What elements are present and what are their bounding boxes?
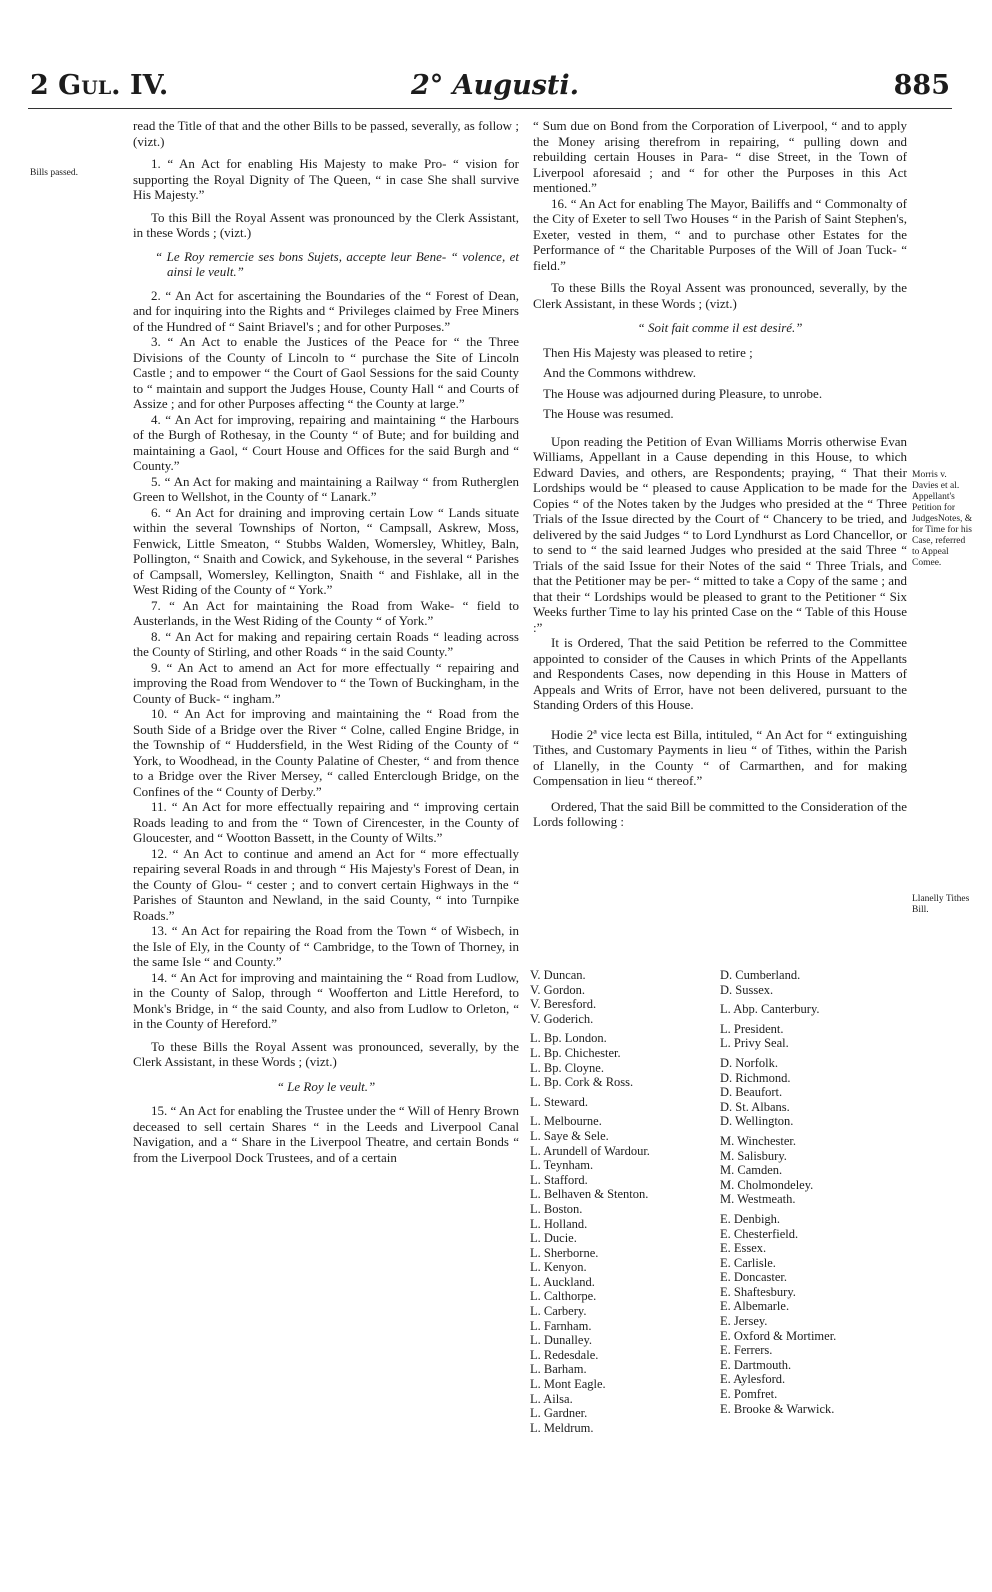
bill-14: 14. “ An Act for improving and maintaining the “ Road from Ludlow, in the County of Salop, through “ Woofferton and Little Hereford, to Monk's Bridge, in “ the said County, and also from Ludlow to Orleton, “ in the County of Hereford.” xyxy=(133,969,519,1031)
committal-order: Ordered, That the said Bill be committed to the Consideration of the Lords following : xyxy=(533,798,907,829)
lord-name: L. Auckland. xyxy=(530,1274,595,1289)
lord-name: L. Ailsa. xyxy=(530,1391,573,1406)
lord-name: L. Meldrum. xyxy=(530,1420,594,1435)
lord-name: L. Boston. xyxy=(530,1201,583,1216)
paragraph: To these Bills the Royal Assent was pronounced, severally, by the Clerk Assistant, in these Words ; (vizt.) xyxy=(133,1038,519,1069)
lord-name: L. Redesdale. xyxy=(530,1347,599,1362)
bill-9: 9. “ An Act to amend an Act for more effectually “ repairing and improving the Road from Wendover to “ the Town of Buckingham, in the County of Buck- “ ingham.” xyxy=(133,659,519,706)
lord-name: E. Albemarle. xyxy=(720,1299,790,1314)
lord-name: L. Arundell of Wardour. xyxy=(530,1143,650,1158)
lord-name: L. Teynham. xyxy=(530,1158,594,1173)
lord-name: E. Denbigh. xyxy=(720,1211,781,1226)
lord-name: E. Chesterfield. xyxy=(720,1226,799,1241)
paragraph: And the Commons withdrew. xyxy=(543,365,696,380)
bill-11: 11. “ An Act for more effectually repairing and “ improving certain Roads leading to and from the “ Town of Cirencester, in the County of Gloucester, and “ Wootton Bassett, in the County of Wilts.” xyxy=(133,799,519,845)
morris-petition: Upon reading the Petition of Evan Williams Morris otherwise Evan Williams, Appellant in a Cause depending in this House, to which Edward Davies, and others, are Respondents; praying, “ That their Lordships would be “ pleased to cause Application to be made for the Copies “ of the Notes taken by the Judges who presided at the “ Three Trials of the Issue directed by the Court of “ Chancery to be tried, and delivered by the said Judges “ to Lord Lyndhurst as Lord Chancellor, or to send to “ the said learned Judges who presided at the said Three “ Trials of the said Issue for their Notes of the said “ Three Trials, and that the Petitioner may be per- “ mitted to take a Copy of the same ; and that their “ Lordships would be pleased to grant to the Petitioner “ Six Weeks further Time to lay his printed Case on the “ Table of this House :” xyxy=(533,433,907,635)
bill-2: 2. “ An Act for ascertaining the Boundaries of the “ Forest of Dean, and for inquiring into the Rights and “ Privileges claimed by Free Miners of the Hundred of “ Saint Briavel's ; and for other Purposes.” xyxy=(133,287,519,334)
bill-10: 10. “ An Act for improving and maintaining the “ Road from the South Side of a Bridge over the River “ Colne, called Engine Bridge, in the Township of “ Huddersfield, in the West Riding of the County of “ York, to Woodhead, in the County Palatine of Chester, “ and from thence to a Bridge over the River Mersey, “ called Enterclough Bridge, on the Confines of the “ County of Derby.” xyxy=(133,706,519,799)
lord-name: L. Farnham. xyxy=(530,1318,592,1333)
lord-name: E. Oxford & Mortimer. xyxy=(720,1328,837,1343)
left-column xyxy=(133,118,519,1165)
lord-name: E. Dartmouth. xyxy=(720,1357,792,1372)
lord-name: D. Beaufort. xyxy=(720,1085,783,1100)
right-column xyxy=(533,118,907,830)
lord-name: M. Salisbury. xyxy=(720,1148,787,1163)
lord-name: L. Bp. London. xyxy=(530,1031,607,1046)
royal-assent-formula: “ Le Roy le veult.” xyxy=(276,1078,376,1094)
lord-name: D. Norfolk. xyxy=(720,1055,778,1070)
paragraph: read the Title of that and the other Bills to be passed, severally, as follow ; (vizt.) xyxy=(133,118,519,149)
margin-note-bills-passed: Bills passed. xyxy=(30,168,79,178)
lord-name: E. Essex. xyxy=(720,1241,767,1256)
lord-name: L. Mont Eagle. xyxy=(530,1377,606,1392)
lord-name: L. Kenyon. xyxy=(530,1260,587,1275)
lord-name: E. Doncaster. xyxy=(720,1270,787,1285)
lord-name: L. Dunalley. xyxy=(530,1333,593,1348)
bill-12: 12. “ An Act to continue and amend an Act for “ more effectually repairing several Roads in and through “ His Majesty's Forest of Dean, in the County of Glou- “ cester ; and to convert certain Highways in the “ Parishes of Staunton and Newland, in the said County, “ into Turnpike Roads.” xyxy=(133,845,519,923)
paragraph: To this Bill the Royal Assent was pronounced by the Clerk Assistant, in these Words ; (vizt.) xyxy=(133,209,519,240)
royal-assent-formula: “ Le Roy remercie ses bons Sujets, accepte leur Bene- “ volence, et ainsi le veult.” xyxy=(155,248,519,279)
lord-name: L. Holland. xyxy=(530,1216,588,1231)
regnal-year-header: 2 Gul. IV. xyxy=(30,70,169,101)
lord-name: L. Calthorpe. xyxy=(530,1289,597,1304)
bill-5: 5. “ An Act for making and maintaining a Railway “ from Rutherglen Green to Wellshot, in the County of “ Lanark.” xyxy=(133,473,519,504)
margin-note-llanelly: Llanelly Tithes Bill. xyxy=(912,894,970,915)
bill-3: 3. “ An Act to enable the Justices of the Peace for “ the Three Divisions of the County of Lincoln to “ purchase the Site of Lincoln Castle ; and to empower “ the Court of Gaol Sessions for the said County to “ maintain and support the Judges House, County Hall “ and Courts of Assize ; and for other Purposes affecting “ the County at large.” xyxy=(133,334,519,411)
paragraph: Then His Majesty was pleased to retire ; xyxy=(543,344,753,360)
page-number: 885 xyxy=(893,70,950,101)
lord-name: V. Beresford. xyxy=(530,997,597,1012)
lord-name: V. Duncan. xyxy=(530,968,586,982)
paragraph: The House was resumed. xyxy=(543,406,674,421)
lord-name: L. Privy Seal. xyxy=(720,1036,789,1051)
lord-name: M. Camden. xyxy=(720,1163,783,1178)
bill-15-continued: “ Sum due on Bond from the Corporation of Liverpool, “ and to apply the Money arising therefrom in repairing, “ pulling down and rebuilding certain Houses in Para- “ dise Street, in the Town of Liverpool aforesaid ; and “ for other the Purposes in this Act mentioned.” xyxy=(533,118,907,195)
lord-name: L. Belhaven & Stenton. xyxy=(530,1187,649,1202)
lord-name: L. Bp. Cloyne. xyxy=(530,1060,604,1075)
lords-list-left xyxy=(530,968,715,1435)
paragraph: To these Bills the Royal Assent was pronounced, severally, by the Clerk Assistant, in these Words ; (vizt.) xyxy=(533,280,907,311)
lord-name: M. Westmeath. xyxy=(720,1192,796,1207)
lord-name: V. Goderich. xyxy=(530,1011,594,1026)
bill-4: 4. “ An Act for improving, repairing and maintaining “ the Harbours of the Burgh of Rothesay, in the County “ of Bute; and for building and maintaining a Gaol, “ Court House and Offices for the said Burgh and “ County.” xyxy=(133,411,519,473)
lord-name: E. Jersey. xyxy=(720,1314,768,1329)
paragraph: The House was adjourned during Pleasure, to unrobe. xyxy=(543,385,823,401)
lord-name: L. Bp. Chichester. xyxy=(530,1045,621,1060)
lord-name: L. Stafford. xyxy=(530,1172,588,1187)
order-paragraph: It is Ordered, That the said Petition be referred to the Committee appointed to consider of the Causes in which Prints of the Appellants and Respondents Cases, now depending in this House in Matters of Appeals and Writs of Error, have not been delivered, pursuant to the Standing Orders of this House. xyxy=(533,635,907,712)
lord-name: L. Melbourne. xyxy=(530,1114,602,1129)
lord-name: D. Sussex. xyxy=(720,982,774,997)
lord-name: L. Ducie. xyxy=(530,1231,577,1246)
margin-note-morris: Morris v. Davies et al. Appellant's Petition for JudgesNotes, & for Time for his Case, referred to Appeal Comee. xyxy=(912,470,973,568)
lord-name: E. Carlisle. xyxy=(720,1255,776,1270)
bill-15: 15. “ An Act for enabling the Trustee under the “ Will of Henry Brown deceased to sell certain Shares “ in the Leeds and Liverpool Canal Navigation, and a “ Share in the Liverpool Theatre, and certain Bonds “ from the Liverpool Dock Trustees, and of a certain xyxy=(133,1103,519,1165)
lord-name: M. Cholmondeley. xyxy=(720,1177,814,1192)
llanelly-bill: Hodie 2ª vice lecta est Billa, intituled, “ An Act for “ extinguishing Tithes, and Customary Payments in lieu “ of Tithes, within the Parish of Llanelly, in the County “ of Carmarthen, and for making Compensation in lieu “ thereof.” xyxy=(533,726,907,788)
lord-name: D. Richmond. xyxy=(720,1070,791,1085)
lords-list-right xyxy=(720,968,910,1416)
lord-name: L. Carbery. xyxy=(530,1304,587,1319)
lord-name: E. Ferrers. xyxy=(720,1343,773,1358)
lord-name: L. Saye & Sele. xyxy=(530,1128,609,1143)
lord-name: E. Shaftesbury. xyxy=(720,1284,796,1299)
lord-name: V. Gordon. xyxy=(530,982,585,997)
bill-7: 7. “ An Act for maintaining the Road from Wake- “ field to Austerlands, in the West Riding of the County “ of York.” xyxy=(133,597,519,628)
bill-1: 1. “ An Act for enabling His Majesty to make Pro- “ vision for supporting the Royal Dignity of The Queen, “ in case She shall survive His Majesty.” xyxy=(133,156,519,202)
lord-name: E. Aylesford. xyxy=(720,1372,786,1387)
lord-name: D. Cumberland. xyxy=(720,968,801,982)
lord-name: L. Sherborne. xyxy=(530,1245,599,1260)
lord-name: L. Bp. Cork & Ross. xyxy=(530,1075,634,1090)
lord-name: E. Brooke & Warwick. xyxy=(720,1401,835,1416)
lord-name: M. Winchester. xyxy=(720,1133,796,1148)
lord-name: L. Gardner. xyxy=(530,1406,588,1421)
bill-6: 6. “ An Act for draining and improving certain Low “ Lands situate within the several Townships of Norton, “ Campsall, Askrew, Moss, Fenwick, Little Smeaton, “ Stubbs Walden, Womersley, Whitley, Baln, Pollington, “ Snaith and Cowick, and Sykehouse, in the several “ Parishes of Campsall, Womersley, Kellington, Snaith “ and Fishlake, all in the West Riding of the County of “ York.” xyxy=(133,504,519,597)
lord-name: D. Wellington. xyxy=(720,1114,794,1129)
header-rule xyxy=(28,108,952,109)
bill-13: 13. “ An Act for repairing the Road from the Town “ of Wisbech, in the Isle of Ely, in the County of “ Cambridge, to the Town of Thorney, in the same Isle “ and County.” xyxy=(133,923,519,969)
lord-name: L. Abp. Canterbury. xyxy=(720,1002,820,1017)
lord-name: L. President. xyxy=(720,1021,784,1036)
lord-name: L. Steward. xyxy=(530,1094,588,1109)
bill-16: 16. “ An Act for enabling The Mayor, Bailiffs and “ Commonalty of the City of Exeter to sell Two Houses “ in the Parish of Saint Stephen's, Exeter, vested in them, “ and to purchase other Estates for the Performance of “ the Charitable Purposes of the Will of Joan Tuck- “ field.” xyxy=(533,195,907,273)
lord-name: D. St. Albans. xyxy=(720,1099,790,1114)
lord-name: L. Barham. xyxy=(530,1362,587,1377)
date-header: 2° Augusti. xyxy=(410,70,580,101)
bill-8: 8. “ An Act for making and repairing certain Roads “ leading across the County of Stirling, and other Roads “ in the said County.” xyxy=(133,628,519,659)
royal-assent-formula: “ Soit fait comme il est desiré.” xyxy=(637,320,803,335)
lord-name: E. Pomfret. xyxy=(720,1387,778,1402)
